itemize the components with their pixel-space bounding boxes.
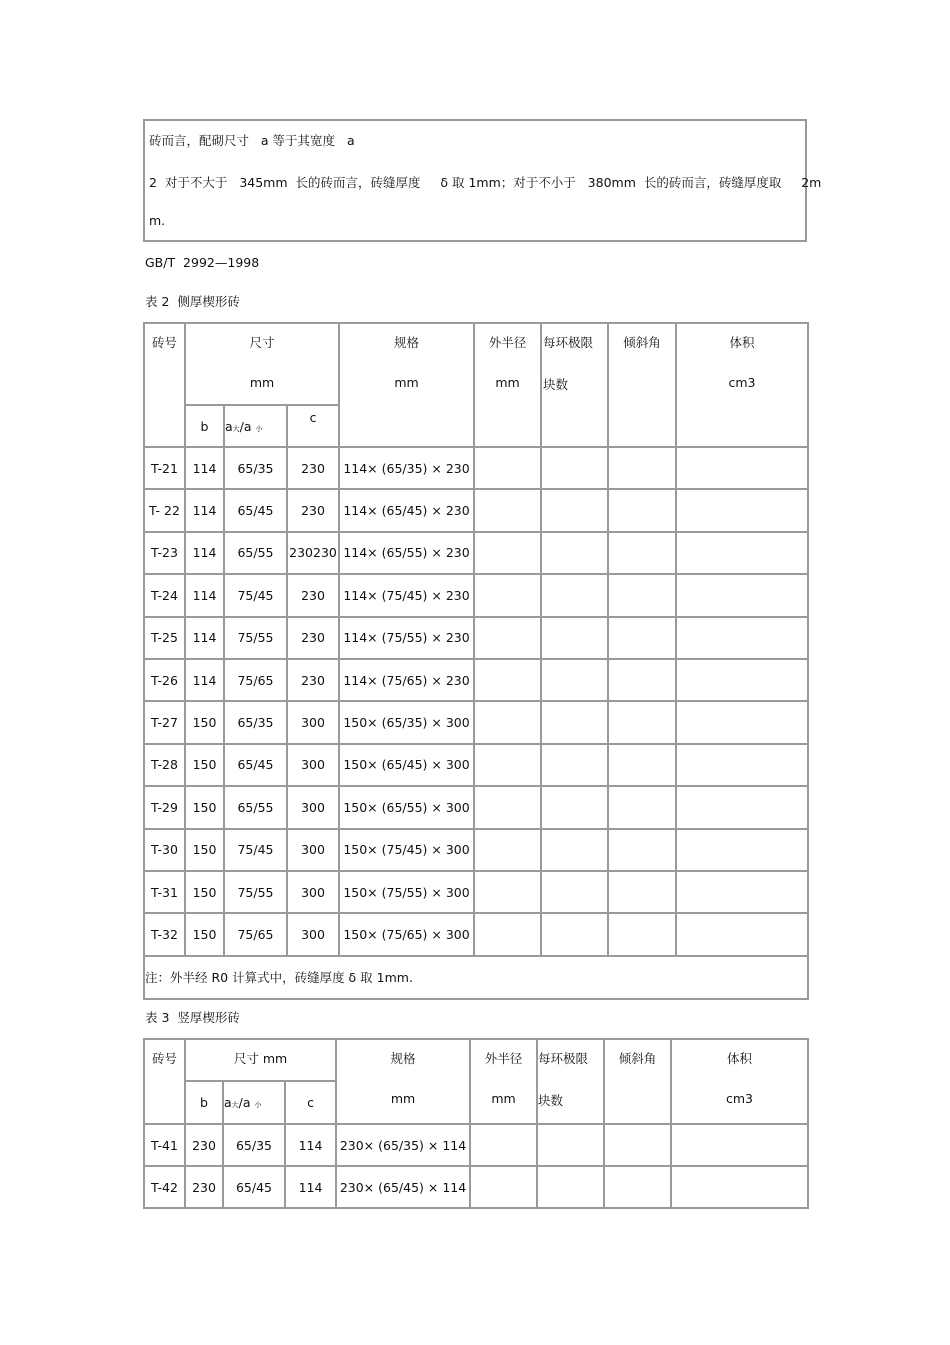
cell-max-per-ring xyxy=(541,489,608,531)
cell-outer-radius xyxy=(474,489,541,531)
cell-volume xyxy=(676,574,808,616)
cell-spec: 114× (65/55) × 230 xyxy=(339,532,474,574)
cell-a: 65/45 xyxy=(224,489,287,531)
cell-c: 230230 xyxy=(287,532,339,574)
cell-brick-no: T-30 xyxy=(144,829,185,871)
t3-header-max-per-ring xyxy=(537,1039,604,1124)
cell-max-per-ring xyxy=(541,447,608,489)
t2-header-max-per-ring xyxy=(541,323,608,447)
t2-header-size-unit: mm xyxy=(249,375,275,390)
t2-header-b: b xyxy=(185,405,224,447)
cell-volume xyxy=(676,744,808,786)
cell-c: 230 xyxy=(287,489,339,531)
t3-header-outer-radius-label: 外半径 xyxy=(484,1051,523,1066)
t3-header-b: b xyxy=(185,1081,223,1124)
t2-header-a-big: a xyxy=(225,418,233,434)
cell-c: 300 xyxy=(287,701,339,743)
cell-outer-radius xyxy=(474,913,541,955)
t2-header-outer-radius-unit: mm xyxy=(495,375,520,390)
t2-header-volume xyxy=(676,323,808,447)
cell-spec: 114× (75/45) × 230 xyxy=(339,574,474,616)
t3-header-a-big-sub: 大 xyxy=(231,1101,239,1109)
table-row xyxy=(144,659,808,701)
cell-b: 150 xyxy=(185,913,224,955)
cell-b: 114 xyxy=(185,489,224,531)
top-note-box xyxy=(143,119,822,242)
cell-max-per-ring xyxy=(541,617,608,659)
t2-header-outer-radius xyxy=(474,323,541,447)
cell-b: 150 xyxy=(185,786,224,828)
cell-outer-radius xyxy=(474,574,541,616)
cell-brick-no: T-31 xyxy=(144,871,185,913)
cell-volume xyxy=(676,829,808,871)
table-row xyxy=(144,1124,808,1166)
cell-brick-no: T-21 xyxy=(144,447,185,489)
cell-spec: 150× (75/65) × 300 xyxy=(339,913,474,955)
table-row xyxy=(144,744,808,786)
cell-b: 150 xyxy=(185,744,224,786)
cell-tilt-angle xyxy=(608,574,676,616)
cell-c: 300 xyxy=(287,744,339,786)
cell-spec: 150× (75/55) × 300 xyxy=(339,871,474,913)
cell-c: 230 xyxy=(287,574,339,616)
cell-brick-no: T-41 xyxy=(144,1124,185,1166)
cell-outer-radius xyxy=(470,1166,537,1208)
t2-header-spec xyxy=(339,323,474,447)
t2-header-size xyxy=(185,323,339,405)
cell-volume xyxy=(676,447,808,489)
cell-spec: 230× (65/35) × 114 xyxy=(336,1124,470,1166)
cell-c: 300 xyxy=(287,829,339,871)
cell-tilt-angle xyxy=(608,617,676,659)
cell-max-per-ring xyxy=(541,574,608,616)
table3-caption: 表 3 竖厚楔形砖 xyxy=(145,1010,240,1025)
cell-a: 65/55 xyxy=(224,532,287,574)
cell-volume xyxy=(676,489,808,531)
t2-header-spec-unit: mm xyxy=(394,375,419,390)
t3-header-volume xyxy=(671,1039,808,1124)
cell-outer-radius xyxy=(474,447,541,489)
t3-header-spec xyxy=(336,1039,470,1124)
cell-tilt-angle xyxy=(604,1166,671,1208)
cell-volume xyxy=(676,786,808,828)
t3-header-size: 尺寸 mm xyxy=(185,1039,336,1081)
cell-a: 75/45 xyxy=(224,829,287,871)
cell-volume xyxy=(676,532,808,574)
cell-outer-radius xyxy=(474,659,541,701)
cell-brick-no: T-25 xyxy=(144,617,185,659)
cell-volume xyxy=(671,1166,808,1208)
cell-a: 65/55 xyxy=(224,786,287,828)
standard-code: GB/T 2992—1998 xyxy=(145,255,260,270)
t3-header-tilt-angle: 倾斜角 xyxy=(604,1039,671,1124)
cell-a: 75/45 xyxy=(224,574,287,616)
table3 xyxy=(143,1038,809,1209)
cell-brick-no: T- 22 xyxy=(144,489,185,531)
t2-header-tilt-angle: 倾斜角 xyxy=(608,323,676,447)
t3-header-a-sep: /a xyxy=(238,1095,251,1110)
t2-header-c: c xyxy=(287,405,339,447)
table-row xyxy=(144,574,808,616)
t2-header-volume-label: 体积 xyxy=(729,335,755,350)
t2-header-a-big-sub: 大 xyxy=(232,424,240,433)
t2-header-outer-radius-label: 外半径 xyxy=(488,335,527,350)
table-row xyxy=(144,532,808,574)
cell-a: 65/45 xyxy=(224,744,287,786)
cell-max-per-ring xyxy=(537,1124,604,1166)
t2-header-a-small-sub: 小 xyxy=(255,424,263,433)
cell-tilt-angle xyxy=(608,489,676,531)
cell-b: 114 xyxy=(185,447,224,489)
cell-spec: 150× (75/45) × 300 xyxy=(339,829,474,871)
cell-spec: 114× (75/65) × 230 xyxy=(339,659,474,701)
cell-tilt-angle xyxy=(608,913,676,955)
cell-b: 230 xyxy=(185,1166,223,1208)
cell-b: 150 xyxy=(185,701,224,743)
cell-brick-no: T-29 xyxy=(144,786,185,828)
cell-max-per-ring xyxy=(541,659,608,701)
t2-note: 注：外半经 R0 计算式中，砖缝厚度 δ 取 1mm. xyxy=(144,956,808,999)
cell-tilt-angle xyxy=(608,701,676,743)
cell-volume xyxy=(676,913,808,955)
cell-tilt-angle xyxy=(604,1124,671,1166)
table2 xyxy=(143,322,809,1000)
cell-spec: 114× (65/45) × 230 xyxy=(339,489,474,531)
cell-outer-radius xyxy=(474,701,541,743)
t3-header-c: c xyxy=(285,1081,336,1124)
top-note-line-3: m. xyxy=(149,213,166,228)
cell-max-per-ring xyxy=(541,701,608,743)
table-row xyxy=(144,489,808,531)
cell-tilt-angle xyxy=(608,871,676,913)
cell-c: 230 xyxy=(287,659,339,701)
top-note-line-1: 砖而言，配砌尺寸 a 等于其宽度 a xyxy=(149,133,355,148)
table-row xyxy=(144,447,808,489)
cell-brick-no: T-32 xyxy=(144,913,185,955)
cell-outer-radius xyxy=(474,617,541,659)
t3-body xyxy=(144,1124,808,1208)
cell-tilt-angle xyxy=(608,744,676,786)
t2-header-a-sep: /a xyxy=(239,418,252,434)
t3-header-a xyxy=(223,1081,285,1124)
cell-a: 75/65 xyxy=(224,913,287,955)
cell-b: 114 xyxy=(185,574,224,616)
cell-tilt-angle xyxy=(608,532,676,574)
top-note-line-2: 2 对于不大于 345mm 长的砖而言，砖缝厚度 δ 取 1mm；对于不小于 380mm 长的砖而言，砖缝厚度取 2m xyxy=(149,175,822,190)
cell-volume xyxy=(676,701,808,743)
cell-max-per-ring xyxy=(541,871,608,913)
table2-caption: 表 2 侧厚楔形砖 xyxy=(145,294,240,309)
t3-header-spec-label: 规格 xyxy=(390,1051,416,1066)
cell-outer-radius xyxy=(474,829,541,871)
cell-outer-radius xyxy=(474,744,541,786)
cell-a: 65/35 xyxy=(223,1124,285,1166)
cell-b: 150 xyxy=(185,871,224,913)
cell-volume xyxy=(671,1124,808,1166)
cell-c: 300 xyxy=(287,786,339,828)
cell-tilt-angle xyxy=(608,829,676,871)
cell-volume xyxy=(676,871,808,913)
t2-header-volume-unit: cm3 xyxy=(728,375,756,390)
table-row xyxy=(144,617,808,659)
cell-outer-radius xyxy=(470,1124,537,1166)
cell-a: 65/45 xyxy=(223,1166,285,1208)
table-row xyxy=(144,701,808,743)
cell-a: 75/55 xyxy=(224,871,287,913)
cell-c: 230 xyxy=(287,447,339,489)
cell-volume xyxy=(676,659,808,701)
cell-spec: 150× (65/45) × 300 xyxy=(339,744,474,786)
cell-max-per-ring xyxy=(537,1166,604,1208)
cell-volume xyxy=(676,617,808,659)
t2-header-max-per-ring-1: 每环极限 xyxy=(543,335,594,350)
t2-header-spec-label: 规格 xyxy=(394,335,420,350)
cell-brick-no: T-26 xyxy=(144,659,185,701)
cell-b: 114 xyxy=(185,617,224,659)
cell-a: 65/35 xyxy=(224,447,287,489)
cell-brick-no: T-23 xyxy=(144,532,185,574)
t2-body xyxy=(144,447,808,956)
cell-a: 75/55 xyxy=(224,617,287,659)
cell-max-per-ring xyxy=(541,786,608,828)
cell-c: 230 xyxy=(287,617,339,659)
cell-spec: 114× (65/35) × 230 xyxy=(339,447,474,489)
t3-header-brick-no: 砖号 xyxy=(144,1039,185,1124)
t3-header-max-per-ring-1: 每环极限 xyxy=(538,1051,589,1066)
cell-tilt-angle xyxy=(608,659,676,701)
cell-max-per-ring xyxy=(541,532,608,574)
cell-spec: 230× (65/45) × 114 xyxy=(336,1166,470,1208)
cell-b: 150 xyxy=(185,829,224,871)
cell-tilt-angle xyxy=(608,786,676,828)
cell-a: 75/65 xyxy=(224,659,287,701)
t2-header-max-per-ring-2: 块数 xyxy=(543,377,569,392)
cell-max-per-ring xyxy=(541,829,608,871)
t3-header-volume-label: 体积 xyxy=(727,1051,753,1066)
cell-outer-radius xyxy=(474,532,541,574)
cell-brick-no: T-42 xyxy=(144,1166,185,1208)
table-row xyxy=(144,871,808,913)
t3-header-a-small-sub: 小 xyxy=(254,1101,262,1109)
table-row xyxy=(144,913,808,955)
cell-outer-radius xyxy=(474,786,541,828)
cell-spec: 150× (65/35) × 300 xyxy=(339,701,474,743)
table-row xyxy=(144,829,808,871)
t3-header-outer-radius-unit: mm xyxy=(491,1091,516,1106)
t2-header-a xyxy=(224,405,287,447)
cell-max-per-ring xyxy=(541,913,608,955)
table-row xyxy=(144,786,808,828)
table-row xyxy=(144,1166,808,1208)
cell-spec: 114× (75/55) × 230 xyxy=(339,617,474,659)
t3-header-outer-radius xyxy=(470,1039,537,1124)
cell-max-per-ring xyxy=(541,744,608,786)
cell-c: 300 xyxy=(287,871,339,913)
t3-header-spec-unit: mm xyxy=(390,1091,416,1106)
t3-header-a-big: a xyxy=(224,1095,232,1110)
cell-b: 230 xyxy=(185,1124,223,1166)
t2-header-brick-no: 砖号 xyxy=(144,323,185,447)
cell-c: 300 xyxy=(287,913,339,955)
cell-c: 114 xyxy=(285,1166,336,1208)
cell-a: 65/35 xyxy=(224,701,287,743)
cell-outer-radius xyxy=(474,871,541,913)
cell-c: 114 xyxy=(285,1124,336,1166)
cell-tilt-angle xyxy=(608,447,676,489)
cell-brick-no: T-27 xyxy=(144,701,185,743)
t3-header-volume-unit: cm3 xyxy=(726,1091,754,1106)
cell-brick-no: T-28 xyxy=(144,744,185,786)
cell-b: 114 xyxy=(185,532,224,574)
t3-header-max-per-ring-2: 块数 xyxy=(538,1093,564,1108)
cell-brick-no: T-24 xyxy=(144,574,185,616)
t2-header-size-label: 尺寸 xyxy=(249,335,275,350)
cell-b: 114 xyxy=(185,659,224,701)
cell-spec: 150× (65/55) × 300 xyxy=(339,786,474,828)
